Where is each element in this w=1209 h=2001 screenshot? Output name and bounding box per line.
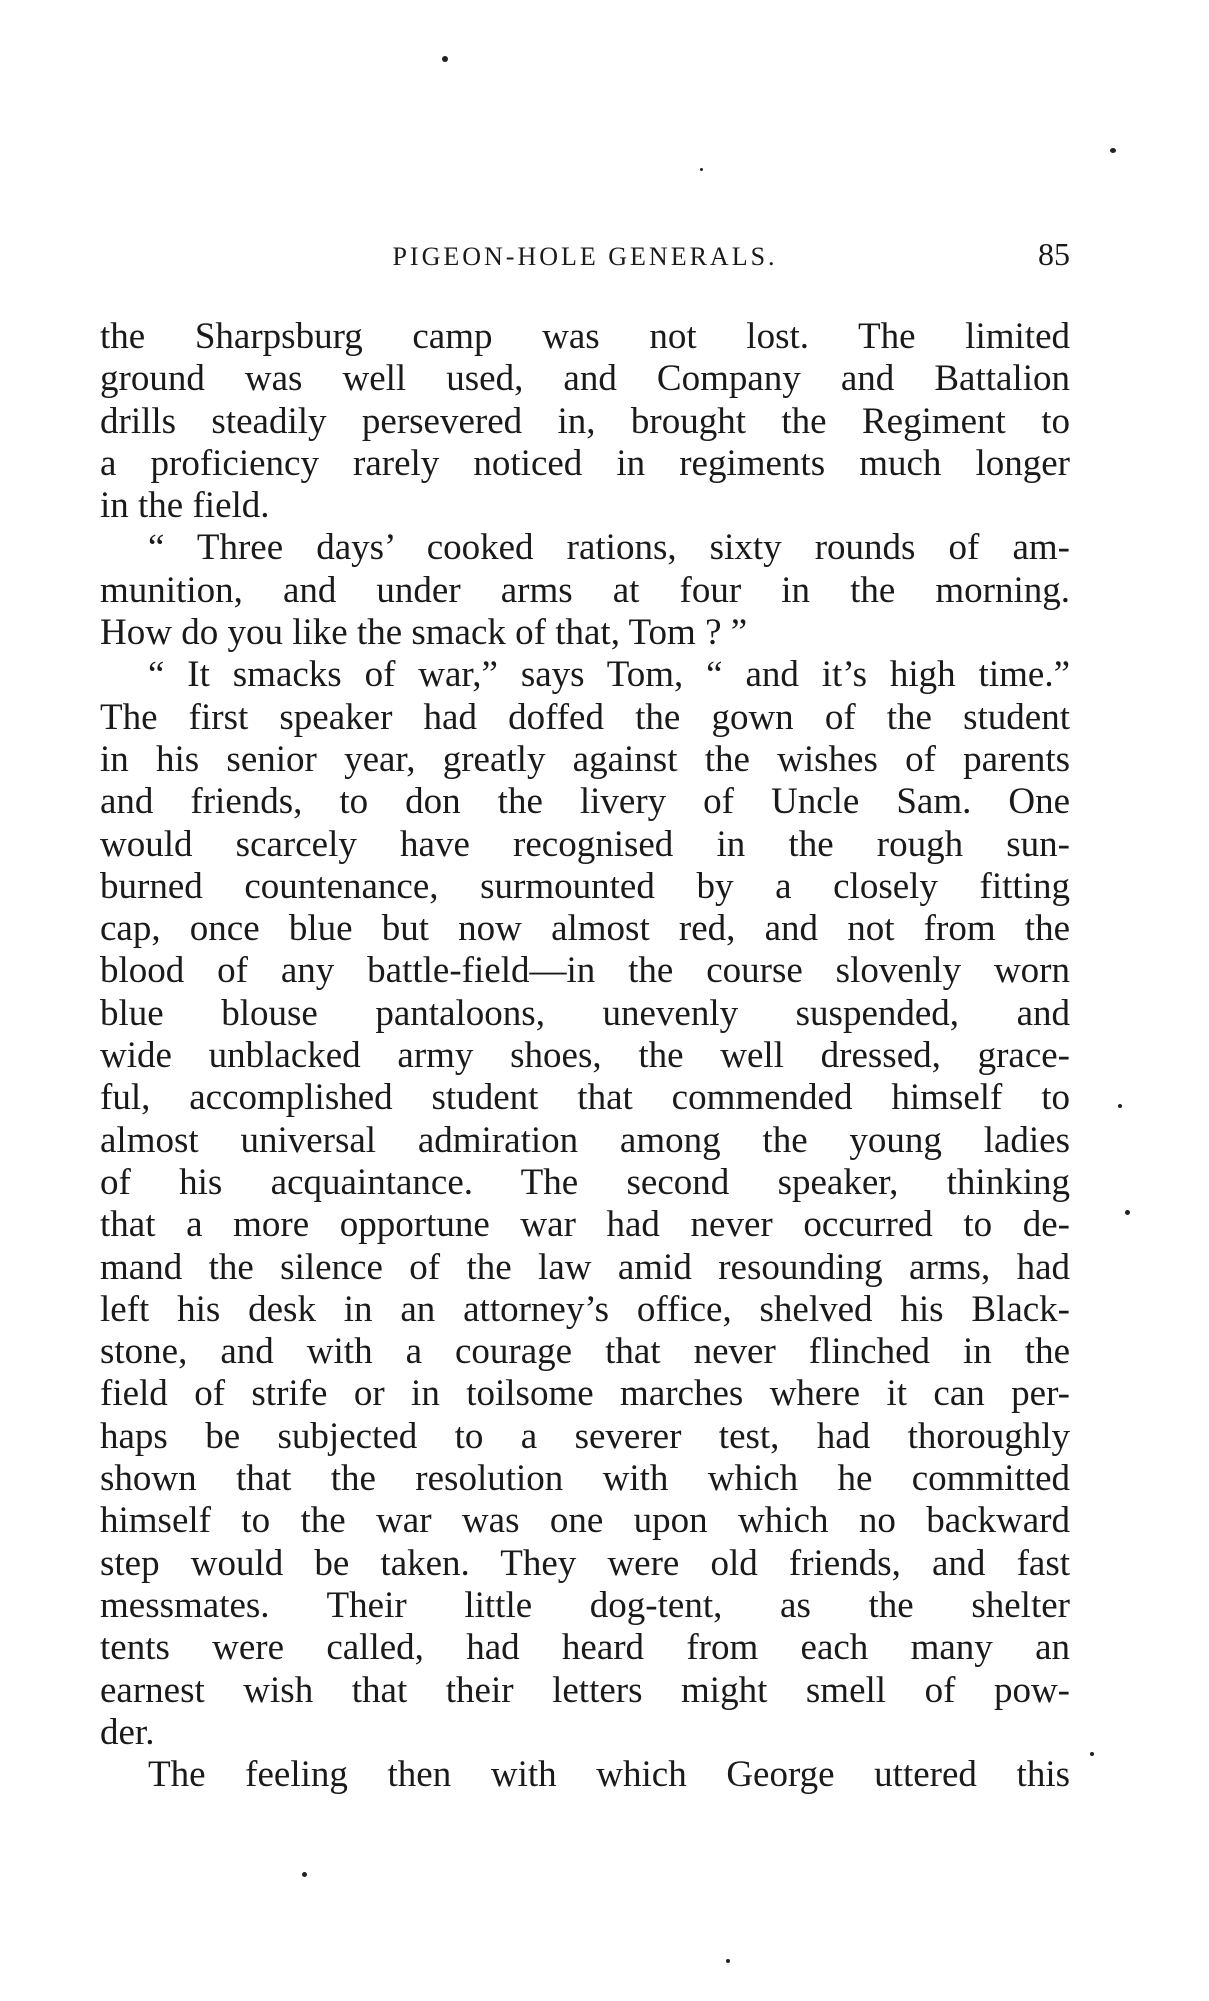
text-line: earnest wish that their letters might smell of pow- bbox=[100, 1669, 1070, 1711]
ink-speck bbox=[1090, 1752, 1094, 1756]
text-line: wide unblacked army shoes, the well dressed, grace- bbox=[100, 1035, 1070, 1077]
ink-speck bbox=[442, 56, 448, 62]
text-line: ful, accomplished student that commended himself to bbox=[100, 1077, 1070, 1119]
text-line: mand the silence of the law amid resounding arms, had bbox=[100, 1246, 1070, 1288]
running-title: PIGEON-HOLE GENERALS. bbox=[392, 242, 778, 271]
text-line: der. bbox=[100, 1711, 155, 1753]
text-line: stone, and with a courage that never flinched in the bbox=[100, 1331, 1070, 1373]
running-header bbox=[100, 236, 1070, 280]
text-line: himself to the war was one upon which no backward bbox=[100, 1500, 1070, 1542]
text-line: field of strife or in toilsome marches where it can per- bbox=[100, 1373, 1070, 1415]
text-line: in his senior year, greatly against the wishes of parents bbox=[100, 738, 1070, 780]
text-line: The feeling then with which George uttered this bbox=[148, 1754, 1070, 1796]
ink-speck bbox=[700, 168, 703, 171]
ink-speck bbox=[302, 1872, 307, 1877]
text-line: messmates. Their little dog-tent, as the shelter bbox=[100, 1584, 1070, 1626]
text-line: that a more opportune war had never occurred to de- bbox=[100, 1204, 1070, 1246]
text-line: drills steadily persevered in, brought the Regiment to bbox=[100, 400, 1070, 442]
text-line: almost universal admiration among the young ladies bbox=[100, 1119, 1070, 1161]
text-line: haps be subjected to a severer test, had thoroughly bbox=[100, 1415, 1070, 1457]
ink-speck bbox=[1118, 1104, 1122, 1108]
text-line: blood of any battle-field—in the course slovenly worn bbox=[100, 950, 1070, 992]
text-line: would scarcely have recognised in the rough sun- bbox=[100, 823, 1070, 865]
text-line: munition, and under arms at four in the morning. bbox=[100, 569, 1070, 611]
text-line: “ Three days’ cooked rations, sixty rounds of am- bbox=[148, 527, 1070, 569]
text-line: blue blouse pantaloons, unevenly suspended, and bbox=[100, 992, 1070, 1034]
page-number: 85 bbox=[1038, 236, 1070, 272]
body-text bbox=[100, 316, 1070, 1796]
text-line: of his acquaintance. The second speaker, thinking bbox=[100, 1161, 1070, 1203]
text-line: “ It smacks of war,” says Tom, “ and it’s high time.” bbox=[148, 654, 1070, 696]
text-line: step would be taken. They were old friends, and fast bbox=[100, 1542, 1070, 1584]
text-line: How do you like the smack of that, Tom ? ” bbox=[100, 612, 748, 654]
text-line: tents were called, had heard from each many an bbox=[100, 1627, 1070, 1669]
ink-speck bbox=[1125, 1210, 1130, 1215]
text-line: cap, once blue but now almost red, and not from the bbox=[100, 908, 1070, 950]
book-page bbox=[100, 236, 1070, 1796]
text-line: ground was well used, and Company and Battalion bbox=[100, 358, 1070, 400]
text-line: shown that the resolution with which he committed bbox=[100, 1458, 1070, 1500]
text-line: burned countenance, surmounted by a closely fitting bbox=[100, 865, 1070, 907]
text-line: in the field. bbox=[100, 485, 270, 527]
text-line: The first speaker had doffed the gown of the student bbox=[100, 696, 1070, 738]
text-line: left his desk in an attorney’s office, shelved his Black- bbox=[100, 1288, 1070, 1330]
text-line: a proficiency rarely noticed in regiments much longer bbox=[100, 442, 1070, 484]
ink-speck bbox=[726, 1959, 730, 1963]
text-line: the Sharpsburg camp was not lost. The limited bbox=[100, 316, 1070, 357]
text-line: and friends, to don the livery of Uncle Sam. One bbox=[100, 781, 1070, 823]
ink-speck bbox=[1110, 148, 1116, 153]
